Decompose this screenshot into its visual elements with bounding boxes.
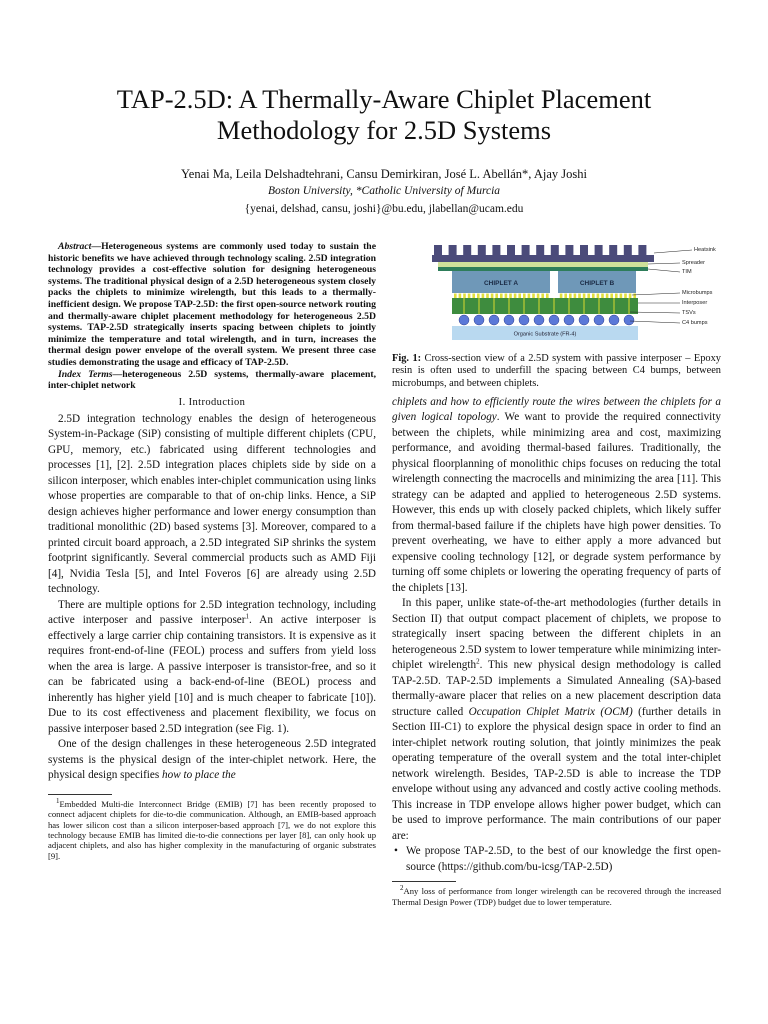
heatsink-fin bbox=[624, 245, 632, 255]
footnote-rule-2 bbox=[392, 881, 456, 882]
microbump bbox=[601, 294, 604, 299]
contribution-bullet-1 bbox=[392, 844, 721, 875]
microbump bbox=[597, 294, 600, 299]
intro-paragraph-3-cont-text: . We want to provide the required connectivity between the chiplets, while minimizing area and cost, maximizing performance, and avoiding thermal-based failures. Traditionally, the physical floorplanning of monolithic chips focuses on reducing the total wirelength connecting the macrocells and minimizing the area [11]. This strategy can be adapted and applied to heterogeneous 2.5D systems. However, this ends up with closely packed chiplets, which likely suffer from thermal-based failure if the chiplets have high power densities. To prevent overheating, we have to either apply a more advanced but expensive cooling technology [12], or degrade system performance by turning off some chiplets or lowering the operating frequency of parts of the chiplets [13]. bbox=[392, 411, 721, 594]
c4-bump-row bbox=[459, 315, 634, 325]
microbump bbox=[532, 294, 535, 299]
c4-bump bbox=[624, 315, 634, 325]
title-line-1: TAP-2.5D: A Thermally-Aware Chiplet Placement bbox=[116, 84, 652, 114]
figure-1-caption-label: Fig. 1: bbox=[392, 353, 422, 364]
microbump bbox=[486, 294, 489, 299]
intro-paragraph-4-c: (further details in Section III-C1) to explore the physical design space in order to find an inter-chiplet network routing solution, that jointly minimizes the peak operating temperature of the overall system and the total inter-chiplet network wirelength. Besides, TAP-2.5D is able to increase the TDP envelope without using any advanced and costly active cooling methods. This increase in TDP envelope allows higher power budget, which can be used to improve performance. The main contributions of our paper are: bbox=[392, 705, 721, 842]
c4-bump bbox=[564, 315, 574, 325]
index-terms bbox=[48, 369, 376, 392]
c4-bump bbox=[459, 315, 469, 325]
heatsink-fins bbox=[434, 245, 646, 255]
heatsink-fin bbox=[580, 245, 588, 255]
intro-paragraph-2 bbox=[48, 598, 376, 738]
microbump bbox=[523, 294, 526, 299]
c4-bump bbox=[579, 315, 589, 325]
microbump bbox=[624, 294, 627, 299]
intro-paragraph-3-cont-italic: chiplets and how to efficiently route the wires between the chiplets for a given logical topology bbox=[392, 395, 721, 424]
footnote-rule bbox=[48, 794, 112, 795]
microbump bbox=[587, 294, 590, 299]
heatsink-fin bbox=[522, 245, 530, 255]
abstract-label: Abstract bbox=[58, 241, 92, 252]
figure-1-caption bbox=[392, 353, 721, 390]
chiplet-a-label: CHIPLET A bbox=[483, 280, 519, 287]
heatsink-fin bbox=[638, 245, 646, 255]
intro-paragraph-1: 2.5D integration technology enables the design of heterogeneous System-in-Package (SiP) consisting of multiple different chiplets (CPU, GPU, memory, etc.) fabricated using different technologies and processes [1], [2]. 2.5D integration places chiplets side by side on a silicon interposer, which enables inter-chiplet communication using links whose properties are comparable to that of on-chip links. Hence, a SiP design achieves higher performance and lower energy consumption than traditional monolithic (2D) based systems [3]. Moreover, compared to a printed circuit board approach, a 2.5D integrated SiP shrinks the system footprint significantly. Several commercial products such as AMD Fiji [4], Nvidia Tesla [5], and Intel Foveros [6] are already using 2.5D technology. bbox=[48, 412, 376, 596]
microbump bbox=[509, 294, 512, 299]
substrate-label: Organic Substrate (FR-4) bbox=[513, 331, 577, 338]
interposer-layer bbox=[452, 298, 638, 314]
spreader-layer bbox=[438, 262, 648, 267]
microbump bbox=[583, 294, 586, 299]
c4-bump bbox=[594, 315, 604, 325]
label-microbumps: Microbumps bbox=[682, 290, 713, 296]
email-list: {yenai, delshad, cansu, joshi}@bu.edu, jlabellan@ucam.edu bbox=[244, 203, 524, 215]
microbump bbox=[546, 294, 549, 299]
microbump-row bbox=[454, 294, 636, 299]
microbump bbox=[528, 294, 531, 299]
footnote-ref-2[interactable]: 2 bbox=[476, 657, 480, 666]
affiliation: Boston University, *Catholic University of Murcia bbox=[267, 185, 501, 197]
c4-bump bbox=[474, 315, 484, 325]
intro-paragraph-4-a: In this paper, unlike state-of-the-art methodologies (further details in Section II) that output compact placement of chiplets, we propose to strategically insert spacing between the different chiplets in an heterogeneous 2.5D system to lower temperature while minimizing inter-chiplet wirelength bbox=[392, 597, 721, 672]
microbump bbox=[500, 294, 503, 299]
abstract bbox=[48, 241, 376, 369]
microbump bbox=[505, 294, 508, 299]
heatsink-base bbox=[432, 255, 654, 262]
author-list: Yenai Ma, Leila Delshadtehrani, Cansu Demirkiran, José L. Abellán*, Ajay Joshi bbox=[181, 167, 587, 181]
microbump bbox=[468, 294, 471, 299]
microbump bbox=[537, 294, 540, 299]
contribution-bullet-1-text: We propose TAP-2.5D, to the best of our knowledge the first open-source (https://github.com/bu-icsg/TAP-2.5D) bbox=[406, 845, 721, 873]
footnote-ref-1[interactable]: 1 bbox=[245, 612, 249, 621]
footnote-1-text: Embedded Multi-die Interconnect Bridge (EMIB) [7] has been recently proposed to connect adjacent chiplets for die-to-die communication. Although, an EMIB-based approach has lower silicon cost than a silicon interposer-based approach [7], we do not explore this technology because EMIB has limited die-to-die connections per layer [8], can only hook up adjacent chiplets, and also has higher complexity in the manufacturing of organic substrates [9]. bbox=[48, 798, 376, 861]
microbump bbox=[569, 294, 572, 299]
c4-bump bbox=[504, 315, 514, 325]
c4-bump bbox=[609, 315, 619, 325]
heatsink-fin bbox=[507, 245, 515, 255]
bullet-icon: • bbox=[394, 845, 398, 858]
index-terms-label: Index Terms bbox=[58, 368, 113, 380]
index-terms-text: —heterogeneous 2.5D systems, thermally-aware placement, inter-chiplet network bbox=[48, 368, 376, 392]
microbump bbox=[514, 294, 517, 299]
microbump bbox=[454, 294, 457, 299]
microbump bbox=[463, 294, 466, 299]
label-interposer: Interposer bbox=[682, 300, 708, 306]
chiplet-b-label: CHIPLET B bbox=[579, 280, 615, 287]
heatsink-fin bbox=[565, 245, 573, 255]
microbump bbox=[477, 294, 480, 299]
label-tsvs: TSVs bbox=[682, 310, 696, 316]
intro-paragraph-4-italic: Occupation Chiplet Matrix (OCM) bbox=[468, 705, 633, 718]
microbump bbox=[606, 294, 609, 299]
label-c4-bumps: C4 bumps bbox=[682, 320, 708, 326]
microbump bbox=[592, 294, 595, 299]
microbump bbox=[518, 294, 521, 299]
microbump bbox=[615, 294, 618, 299]
microbump bbox=[495, 294, 498, 299]
intro-paragraph-2-a: There are multiple options for 2.5D integration technology, including active interposer and passive interposer bbox=[48, 598, 376, 627]
label-tim: TIM bbox=[682, 269, 692, 275]
figure-1-caption-text: Cross-section view of a 2.5D system with passive interposer – Epoxy resin is often used to underfill the spacing between C4 bumps, between microbumps, and between chiplets. bbox=[392, 353, 721, 389]
heatsink-fin bbox=[551, 245, 559, 255]
c4-bump bbox=[519, 315, 529, 325]
microbump bbox=[472, 294, 475, 299]
footnote-2-mark: 2 bbox=[400, 884, 404, 893]
c4-bump bbox=[489, 315, 499, 325]
microbump bbox=[560, 294, 563, 299]
c4-bump bbox=[549, 315, 559, 325]
title-line-2: Methodology for 2.5D Systems bbox=[216, 115, 552, 145]
section-heading-introduction: I. Introduction bbox=[178, 396, 246, 408]
right-column bbox=[392, 241, 721, 907]
footnote-2 bbox=[392, 886, 721, 907]
intro-paragraph-4 bbox=[392, 596, 721, 844]
tim-layer bbox=[438, 267, 648, 271]
label-spreader: Spreader bbox=[682, 260, 706, 266]
heatsink-fin bbox=[478, 245, 486, 255]
microbump bbox=[459, 294, 462, 299]
footnote-2-text: Any loss of performance from longer wirelength can be recovered through the increased Thermal Design Power (TDP) budget due to lower temperature. bbox=[392, 886, 721, 907]
label-heatsink: Heatsink bbox=[694, 247, 716, 253]
microbump bbox=[564, 294, 567, 299]
intro-paragraph-2-b: . An active interposer is effectively a large carrier chip containing transistors. It is expensive as it requires front-end-of-line (FEOL) process and suffers from yield loss when the area is large. A passive interposer is transistor-free, and so it can be fabricated using a back-end-of-line (BEOL) process and inherently has higher yield [10] and is much cheaper to fabricate [10]). Due to its cost effectiveness and placement flexibility, we focus on passive interposer based 2.5D integration (see Fig. 1). bbox=[48, 614, 376, 735]
abstract-text: —Heterogeneous systems are commonly used today to sustain the historic benefits we have achieved through technology scaling. 2.5D integration technology provides a cost-effective solution for designing heterogeneous systems. The traditional physical design of a 2.5D heterogeneous system closely packs the chiplets to minimize wirelength, but this leads to a thermally-inefficient design. We propose TAP-2.5D: the first open-source network routing and thermally-aware chiplet placement methodology for heterogeneous 2.5D systems. TAP-2.5D strategically inserts spacing between chiplets to jointly minimize the temperature and total wirelength, and in turn, increases the thermal design power envelope of the overall system. We present three case studies demonstrating the usage and efficacy of TAP-2.5D. bbox=[48, 241, 376, 368]
microbump bbox=[491, 294, 494, 299]
microbump bbox=[610, 294, 613, 299]
microbump bbox=[482, 294, 485, 299]
heatsink-fin bbox=[449, 245, 457, 255]
microbump bbox=[541, 294, 544, 299]
microbump bbox=[633, 294, 636, 299]
heatsink-fin bbox=[536, 245, 544, 255]
cross-section-diagram bbox=[392, 241, 721, 347]
heatsink-fin bbox=[609, 245, 617, 255]
heatsink-fin bbox=[595, 245, 603, 255]
intro-paragraph-3-italic: how to place the bbox=[162, 769, 236, 782]
intro-paragraph-3-a: One of the design challenges in these heterogeneous 2.5D integrated systems is the physical design of the inter-chiplet network. Here, the physical design specifies bbox=[48, 738, 376, 782]
c4-bump bbox=[534, 315, 544, 325]
microbump bbox=[578, 294, 581, 299]
microbump bbox=[620, 294, 623, 299]
intro-paragraph-4-b: . This new physical design methodology is called TAP-2.5D. TAP-2.5D implements a Simulated Annealing (SA)-based thermally-aware placer that relies on a new placement description data structure called bbox=[392, 659, 721, 718]
heatsink-fin bbox=[492, 245, 500, 255]
heatsink-fin bbox=[463, 245, 471, 255]
footnote-1-mark: 1 bbox=[56, 796, 60, 805]
intro-paragraph-3-cont bbox=[392, 395, 721, 597]
heatsink-fin bbox=[434, 245, 442, 255]
intro-paragraph-3 bbox=[48, 737, 376, 784]
figure-1 bbox=[392, 241, 721, 347]
left-column bbox=[48, 241, 376, 861]
footnote-1 bbox=[48, 796, 376, 861]
microbump bbox=[629, 294, 632, 299]
paper-title bbox=[30, 84, 738, 146]
microbump bbox=[574, 294, 577, 299]
